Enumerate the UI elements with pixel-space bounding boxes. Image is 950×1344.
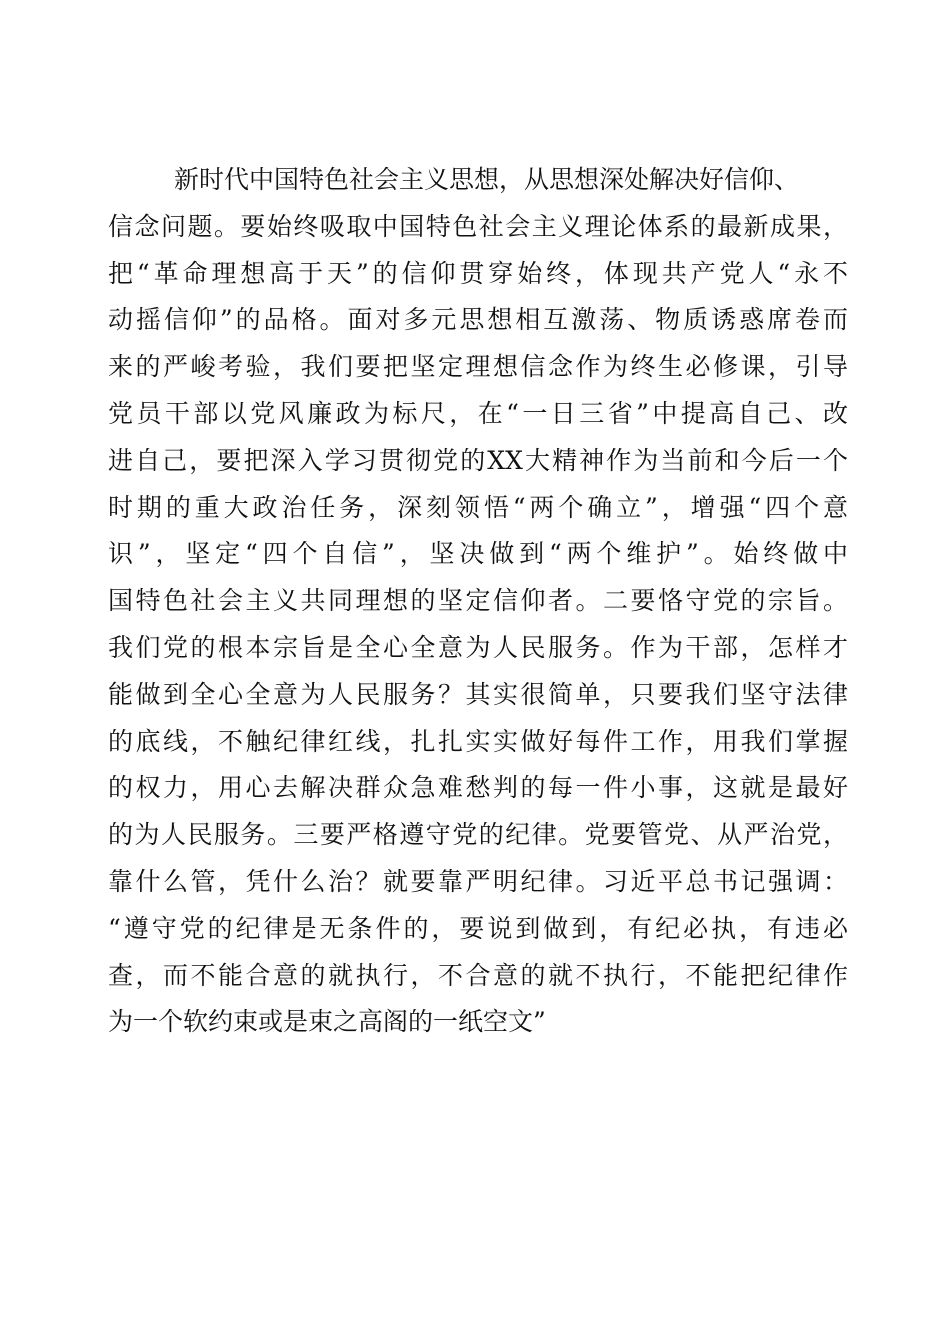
text-line: 新时代中国特色社会主义思想，从思想深处解决好信仰、 [174, 165, 800, 194]
text-line: “遵守党的纪律是无条件的，要说到做到，有纪必执，有违必 [108, 913, 848, 943]
text-line: 的底线，不触纪律红线，扎扎实实做好每件工作，用我们掌握 [108, 726, 848, 756]
body-paragraph [108, 157, 848, 1046]
text-line: 党员干部以党风廉政为标尺，在“一日三省”中提高自己、改 [108, 398, 848, 428]
text-line: 信念问题。要始终吸取中国特色社会主义理论体系的最新成果， [108, 211, 848, 241]
text-line: 把“革命理想高于天”的信仰贯穿始终，体现共产党人“永不 [108, 258, 848, 288]
text-line: 识”，坚定“四个自信”，坚决做到“两个维护”。始终做中 [108, 539, 848, 569]
text-line: 的权力，用心去解决群众急难愁判的每一件小事，这就是最好 [108, 773, 848, 803]
text-line: 我们党的根本宗旨是全心全意为人民服务。作为干部，怎样才 [108, 632, 848, 662]
text-line: 进自己，要把深入学习贯彻党的XX大精神作为当前和今后一个 [108, 445, 848, 475]
text-line: 时期的重大政治任务，深刻领悟“两个确立”，增强“四个意 [108, 492, 848, 522]
text-line: 靠什么管，凭什么治？就要靠严明纪律。习近平总书记强调： [108, 866, 848, 896]
text-line: 国特色社会主义共同理想的坚定信仰者。二要恪守党的宗旨。 [108, 586, 848, 616]
text-line: 来的严峻考验，我们要把坚定理想信念作为终生必修课，引导 [108, 352, 848, 382]
text-line: 的为人民服务。三要严格遵守党的纪律。党要管党、从严治党， [108, 820, 848, 850]
text-line: 查，而不能合意的就执行，不合意的就不执行，不能把纪律作 [108, 960, 848, 990]
text-line: 为一个软约束或是束之高阁的一纸空文” [108, 1007, 546, 1037]
text-line: 能做到全心全意为人民服务？其实很简单，只要我们坚守法律 [108, 679, 848, 709]
text-line: 动摇信仰”的品格。面对多元思想相互激荡、物质诱惑席卷而 [108, 305, 848, 335]
